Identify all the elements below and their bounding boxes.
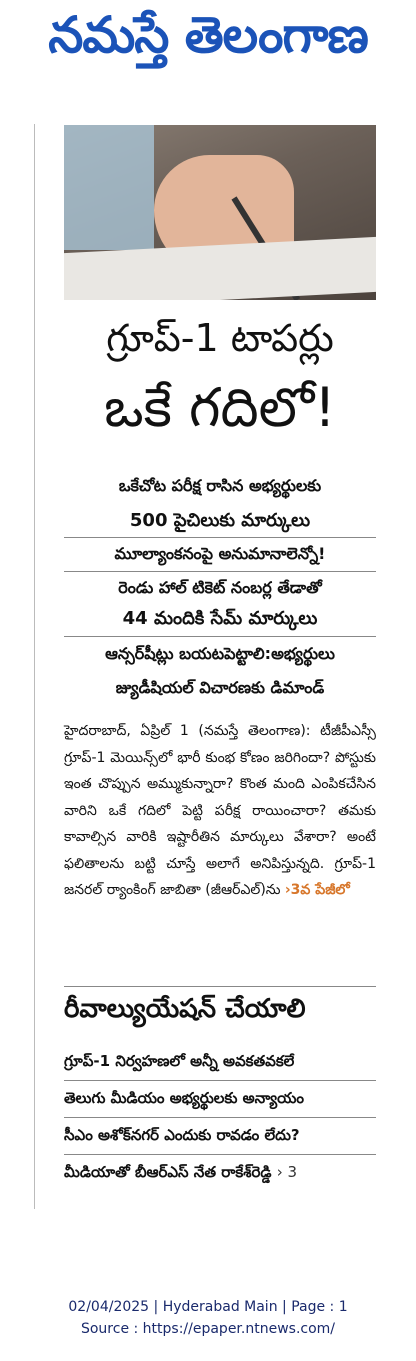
- section-item: గ్రూప్-1 నిర్వహణలో అన్నీ అవకతవకలే: [64, 1044, 376, 1081]
- article-body: [64, 718, 376, 904]
- footer: [0, 1296, 416, 1340]
- masthead-title: నమస్తే తెలంగాణ: [48, 5, 368, 64]
- subhead-3: మూల్యాంకనంపై అనుమానాలెన్నో!: [114, 544, 326, 563]
- continued-on-page-link[interactable]: ›3వ పేజీలో: [284, 882, 350, 898]
- subhead-divider: [64, 571, 376, 572]
- subhead-5: 44 మందికి సేమ్ మార్కులు: [122, 608, 318, 629]
- footer-date-edition: 02/04/2025 | Hyderabad Main | Page : 1: [68, 1299, 348, 1315]
- section-item: సీఎం అశోక్‌నగర్ ఎందుకు రావడం లేదు?: [64, 1118, 376, 1155]
- subhead-divider: [64, 537, 376, 538]
- page-ref-link[interactable]: › 3: [276, 1163, 297, 1181]
- subhead-divider: [64, 636, 376, 637]
- subhead-1: ఒకేచోట పరీక్ష రాసిన అభ్యర్థులకు: [118, 476, 322, 495]
- section-item: తెలుగు మీడియం అభ్యర్థులకు అన్యాయం: [64, 1081, 376, 1118]
- section-title: రీవాల్యుయేషన్ చేయాలి: [64, 994, 306, 1024]
- footer-source-link[interactable]: Source : https://epaper.ntnews.com/: [80, 1321, 336, 1337]
- section-divider: [64, 986, 376, 987]
- masthead: [8, 2, 408, 80]
- subhead-4: రెండు హాల్ టికెట్ నంబర్ల తేడాతో: [118, 578, 322, 597]
- subhead-2: 500 పైచిలుకు మార్కులు: [129, 510, 311, 531]
- headline-line-2: ఒకే గదిలో!: [104, 376, 336, 439]
- section-item: మీడియాతో బీఆర్ఎస్ నేత రాకేశ్‌రెడ్డి › 3: [64, 1163, 297, 1181]
- body-text: హైదరాబాద్, ఏప్రిల్ 1 (నమస్తే తెలంగాణ): టీజీపీఎస్సీ గ్రూప్-1 మెయిన్స్‌లో భారీ కుంభ కోణం జరిగిందా? పోస్టుకు ఇంత చొప్పున అమ్ముకున్నారా? కొంత మంది ఎంపికచేసిన వారిని ఒకే గదిలో పెట్టి పరీక్ష రాయించారా? తమకు కావాల్సిన వారికి ఇష్టారీతిన మార్కులు వేశారా? అంటే ఫలితాలను బట్టి చూస్తే అలాగే అనిపిస్తున్నది. గ్రూప్-1 జనరల్ ర్యాంకింగ్ జాబితా (జీఆర్ఎల్)ను: [64, 723, 376, 898]
- column-divider: [34, 124, 35, 1209]
- subhead-7: జ్యుడీషియల్ విచారణకు డిమాండ్: [115, 678, 325, 697]
- section-items: [64, 1044, 376, 1191]
- headline-line-1: గ్రూప్-1 టాపర్లు: [106, 316, 334, 360]
- subhead-6: ఆన్సర్‌షీట్లు బయటపెట్టాలి:అభ్యర్థులు: [105, 644, 335, 663]
- article-photo: [64, 125, 376, 300]
